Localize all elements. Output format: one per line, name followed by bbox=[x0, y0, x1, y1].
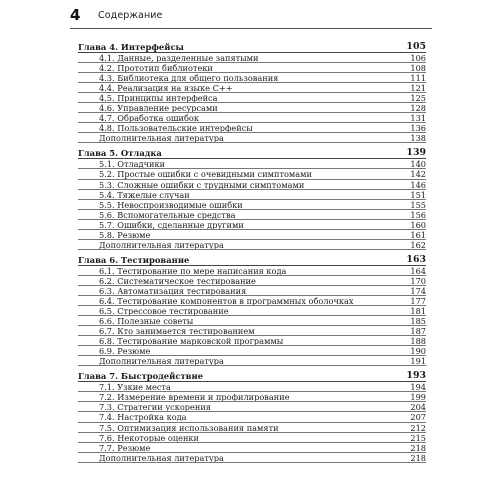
toc-entry[interactable] bbox=[78, 240, 426, 250]
toc-entry[interactable] bbox=[78, 180, 426, 190]
toc-entry-label: 5.7. Ошибки, сделанные другими bbox=[99, 219, 244, 230]
toc-entry-label: 6.4. Тестирование компонентов в программных оболочках bbox=[99, 295, 354, 306]
toc-entry-page-number: 188 bbox=[410, 336, 426, 347]
toc-entry[interactable] bbox=[78, 63, 426, 73]
toc-entry[interactable] bbox=[78, 306, 426, 316]
toc-entry-page-number: 162 bbox=[410, 239, 426, 250]
toc-entry[interactable] bbox=[78, 356, 426, 366]
toc-entry-page-number: 136 bbox=[410, 123, 426, 134]
toc-entry-label: 6.1. Тестирование по мере написания кода bbox=[99, 265, 287, 276]
toc-entry-page-number: 174 bbox=[410, 285, 426, 296]
toc-entry-page-number: 140 bbox=[410, 159, 426, 170]
toc-entry-label: 7.6. Некоторые оценки bbox=[99, 432, 199, 443]
toc-entry[interactable] bbox=[78, 382, 426, 392]
toc-entry-page-number: 128 bbox=[410, 103, 426, 114]
toc-entry-label: 6.7. Кто занимается тестированием bbox=[99, 326, 255, 337]
toc-entry[interactable] bbox=[78, 230, 426, 240]
toc-entry-label: 4.2. Прототип библиотеки bbox=[99, 63, 213, 74]
toc-entry[interactable] bbox=[78, 346, 426, 356]
toc-entry-page-number: 187 bbox=[410, 326, 426, 337]
toc-entry-label: 6.8. Тестирование марковской программы bbox=[99, 336, 284, 347]
toc-entry-page-number: 177 bbox=[410, 295, 426, 306]
chapter-page-number: 163 bbox=[406, 253, 426, 265]
toc-entry-page-number: 204 bbox=[410, 402, 426, 413]
chapter-title: Глава 5. Отладка bbox=[78, 148, 162, 159]
chapter-title: Глава 6. Тестирование bbox=[78, 254, 190, 265]
toc-entry[interactable] bbox=[78, 103, 426, 113]
table-of-contents bbox=[78, 41, 426, 463]
toc-entry[interactable] bbox=[78, 296, 426, 306]
toc-entry-page-number: 218 bbox=[410, 442, 426, 453]
toc-entry-page-number: 156 bbox=[410, 209, 426, 220]
chapter-page-number: 105 bbox=[406, 41, 426, 52]
toc-entry-page-number: 142 bbox=[410, 169, 426, 180]
toc-entry[interactable] bbox=[78, 159, 426, 169]
toc-entry-label: 7.3. Стратегии ускорения bbox=[99, 402, 211, 413]
toc-entry[interactable] bbox=[78, 316, 426, 326]
toc-entry-page-number: 164 bbox=[410, 265, 426, 276]
toc-entry-label: 5.8. Резюме bbox=[99, 229, 151, 240]
chapter-page-number: 139 bbox=[406, 147, 426, 159]
toc-entry[interactable] bbox=[78, 200, 426, 210]
toc-entry-label: Дополнительная литература bbox=[99, 452, 224, 463]
header-rule bbox=[70, 28, 432, 29]
toc-entry[interactable] bbox=[78, 123, 426, 133]
toc-entry-page-number: 170 bbox=[410, 275, 426, 286]
toc-entry[interactable] bbox=[78, 402, 426, 412]
toc-entry-label: 4.3. Библиотека для общего пользования bbox=[99, 73, 279, 84]
toc-entry-page-number: 194 bbox=[410, 382, 426, 393]
toc-entry-label: 7.5. Оптимизация использования памяти bbox=[99, 422, 279, 433]
chapter-heading[interactable] bbox=[78, 254, 426, 266]
toc-entry-label: 4.6. Управление ресурсами bbox=[99, 103, 218, 114]
toc-entry[interactable] bbox=[78, 169, 426, 179]
toc-entry[interactable] bbox=[78, 93, 426, 103]
toc-entry-page-number: 207 bbox=[410, 412, 426, 423]
toc-chapter bbox=[78, 41, 426, 143]
toc-entry[interactable] bbox=[78, 326, 426, 336]
toc-entry-page-number: 108 bbox=[410, 63, 426, 74]
toc-entry[interactable] bbox=[78, 392, 426, 402]
toc-entry-label: 4.5. Принципы интерфейса bbox=[99, 93, 218, 104]
toc-entry-label: 7.1. Узкие места bbox=[99, 382, 171, 393]
toc-entry-page-number: 125 bbox=[410, 93, 426, 104]
toc-chapter bbox=[78, 147, 426, 249]
toc-entry[interactable] bbox=[78, 73, 426, 83]
toc-entry-label: 4.7. Обработка ошибок bbox=[99, 113, 199, 124]
toc-entry[interactable] bbox=[78, 423, 426, 433]
toc-entry-page-number: 155 bbox=[410, 199, 426, 210]
toc-entry[interactable] bbox=[78, 210, 426, 220]
toc-entry[interactable] bbox=[78, 83, 426, 93]
toc-entry-label: Дополнительная литература bbox=[99, 133, 224, 144]
toc-entry[interactable] bbox=[78, 443, 426, 453]
toc-entry-page-number: 131 bbox=[410, 113, 426, 124]
toc-entry-label: 4.1. Данные, разделенные запятыми bbox=[99, 53, 259, 63]
chapter-heading[interactable] bbox=[78, 41, 426, 53]
chapter-page-number: 193 bbox=[406, 370, 426, 382]
toc-entry-label: 5.4. Тяжелые случаи bbox=[99, 189, 190, 200]
toc-entry[interactable] bbox=[78, 266, 426, 276]
toc-entry-page-number: 181 bbox=[410, 306, 426, 317]
toc-entry-page-number: 161 bbox=[410, 229, 426, 240]
toc-entry[interactable] bbox=[78, 113, 426, 123]
toc-entry[interactable] bbox=[78, 286, 426, 296]
toc-entry[interactable] bbox=[78, 190, 426, 200]
toc-entry-label: 7.4. Настройка кода bbox=[99, 412, 187, 423]
toc-entry-label: 7.2. Измерение времени и профилирование bbox=[99, 392, 290, 403]
page-number: 4 bbox=[70, 6, 81, 24]
toc-entry[interactable] bbox=[78, 276, 426, 286]
chapter-title: Глава 7. Быстродействие bbox=[78, 371, 203, 382]
toc-entry-page-number: 218 bbox=[410, 452, 426, 463]
toc-entry-label: 5.3. Сложные ошибки с трудными симптомами bbox=[99, 179, 305, 190]
page-header bbox=[70, 6, 163, 24]
toc-entry-page-number: 185 bbox=[410, 316, 426, 327]
toc-entry-page-number: 106 bbox=[410, 53, 426, 63]
toc-chapter bbox=[78, 370, 426, 462]
toc-entry-label: 5.6. Вспомогательные средства bbox=[99, 209, 236, 220]
toc-entry[interactable] bbox=[78, 336, 426, 346]
toc-entry-label: 5.2. Простые ошибки с очевидными симптомами bbox=[99, 169, 313, 180]
toc-entry-page-number: 190 bbox=[410, 346, 426, 357]
toc-entry[interactable] bbox=[78, 53, 426, 63]
toc-entry-label: Дополнительная литература bbox=[99, 356, 224, 367]
toc-entry-page-number: 191 bbox=[410, 356, 426, 367]
toc-entry[interactable] bbox=[78, 220, 426, 230]
toc-entry-label: 6.2. Систематическое тестирование bbox=[99, 275, 256, 286]
toc-chapter bbox=[78, 254, 426, 366]
toc-entry-page-number: 151 bbox=[410, 189, 426, 200]
toc-entry-page-number: 215 bbox=[410, 432, 426, 443]
running-title: Содержание bbox=[98, 9, 163, 21]
toc-entry[interactable] bbox=[78, 453, 426, 463]
toc-entry-label: 6.5. Стрессовое тестирование bbox=[99, 306, 229, 317]
toc-entry-label: 4.4. Реализация на языке C++ bbox=[99, 83, 233, 94]
toc-entry-label: 6.6. Полезные советы bbox=[99, 316, 194, 327]
toc-entry[interactable] bbox=[78, 412, 426, 422]
toc-entry-label: 5.5. Невоспроизводимые ошибки bbox=[99, 199, 243, 210]
chapter-heading[interactable] bbox=[78, 147, 426, 159]
toc-entry-page-number: 146 bbox=[410, 179, 426, 190]
toc-entry-label: 7.7. Резюме bbox=[99, 442, 151, 453]
toc-entry[interactable] bbox=[78, 433, 426, 443]
chapter-heading[interactable] bbox=[78, 370, 426, 382]
toc-entry-label: 4.8. Пользовательские интерфейсы bbox=[99, 123, 253, 134]
toc-entry-page-number: 111 bbox=[410, 73, 426, 84]
toc-entry-label: Дополнительная литература bbox=[99, 239, 224, 250]
chapter-title: Глава 4. Интерфейсы bbox=[78, 42, 184, 52]
toc-entry-page-number: 212 bbox=[410, 422, 426, 433]
toc-entry-page-number: 199 bbox=[410, 392, 426, 403]
toc-entry[interactable] bbox=[78, 133, 426, 143]
toc-entry-page-number: 138 bbox=[410, 133, 426, 144]
toc-entry-page-number: 121 bbox=[410, 83, 426, 94]
toc-entry-label: 6.3. Автоматизация тестирования bbox=[99, 285, 247, 296]
toc-entry-label: 6.9. Резюме bbox=[99, 346, 151, 357]
toc-entry-page-number: 160 bbox=[410, 219, 426, 230]
toc-entry-label: 5.1. Отладчики bbox=[99, 159, 166, 170]
